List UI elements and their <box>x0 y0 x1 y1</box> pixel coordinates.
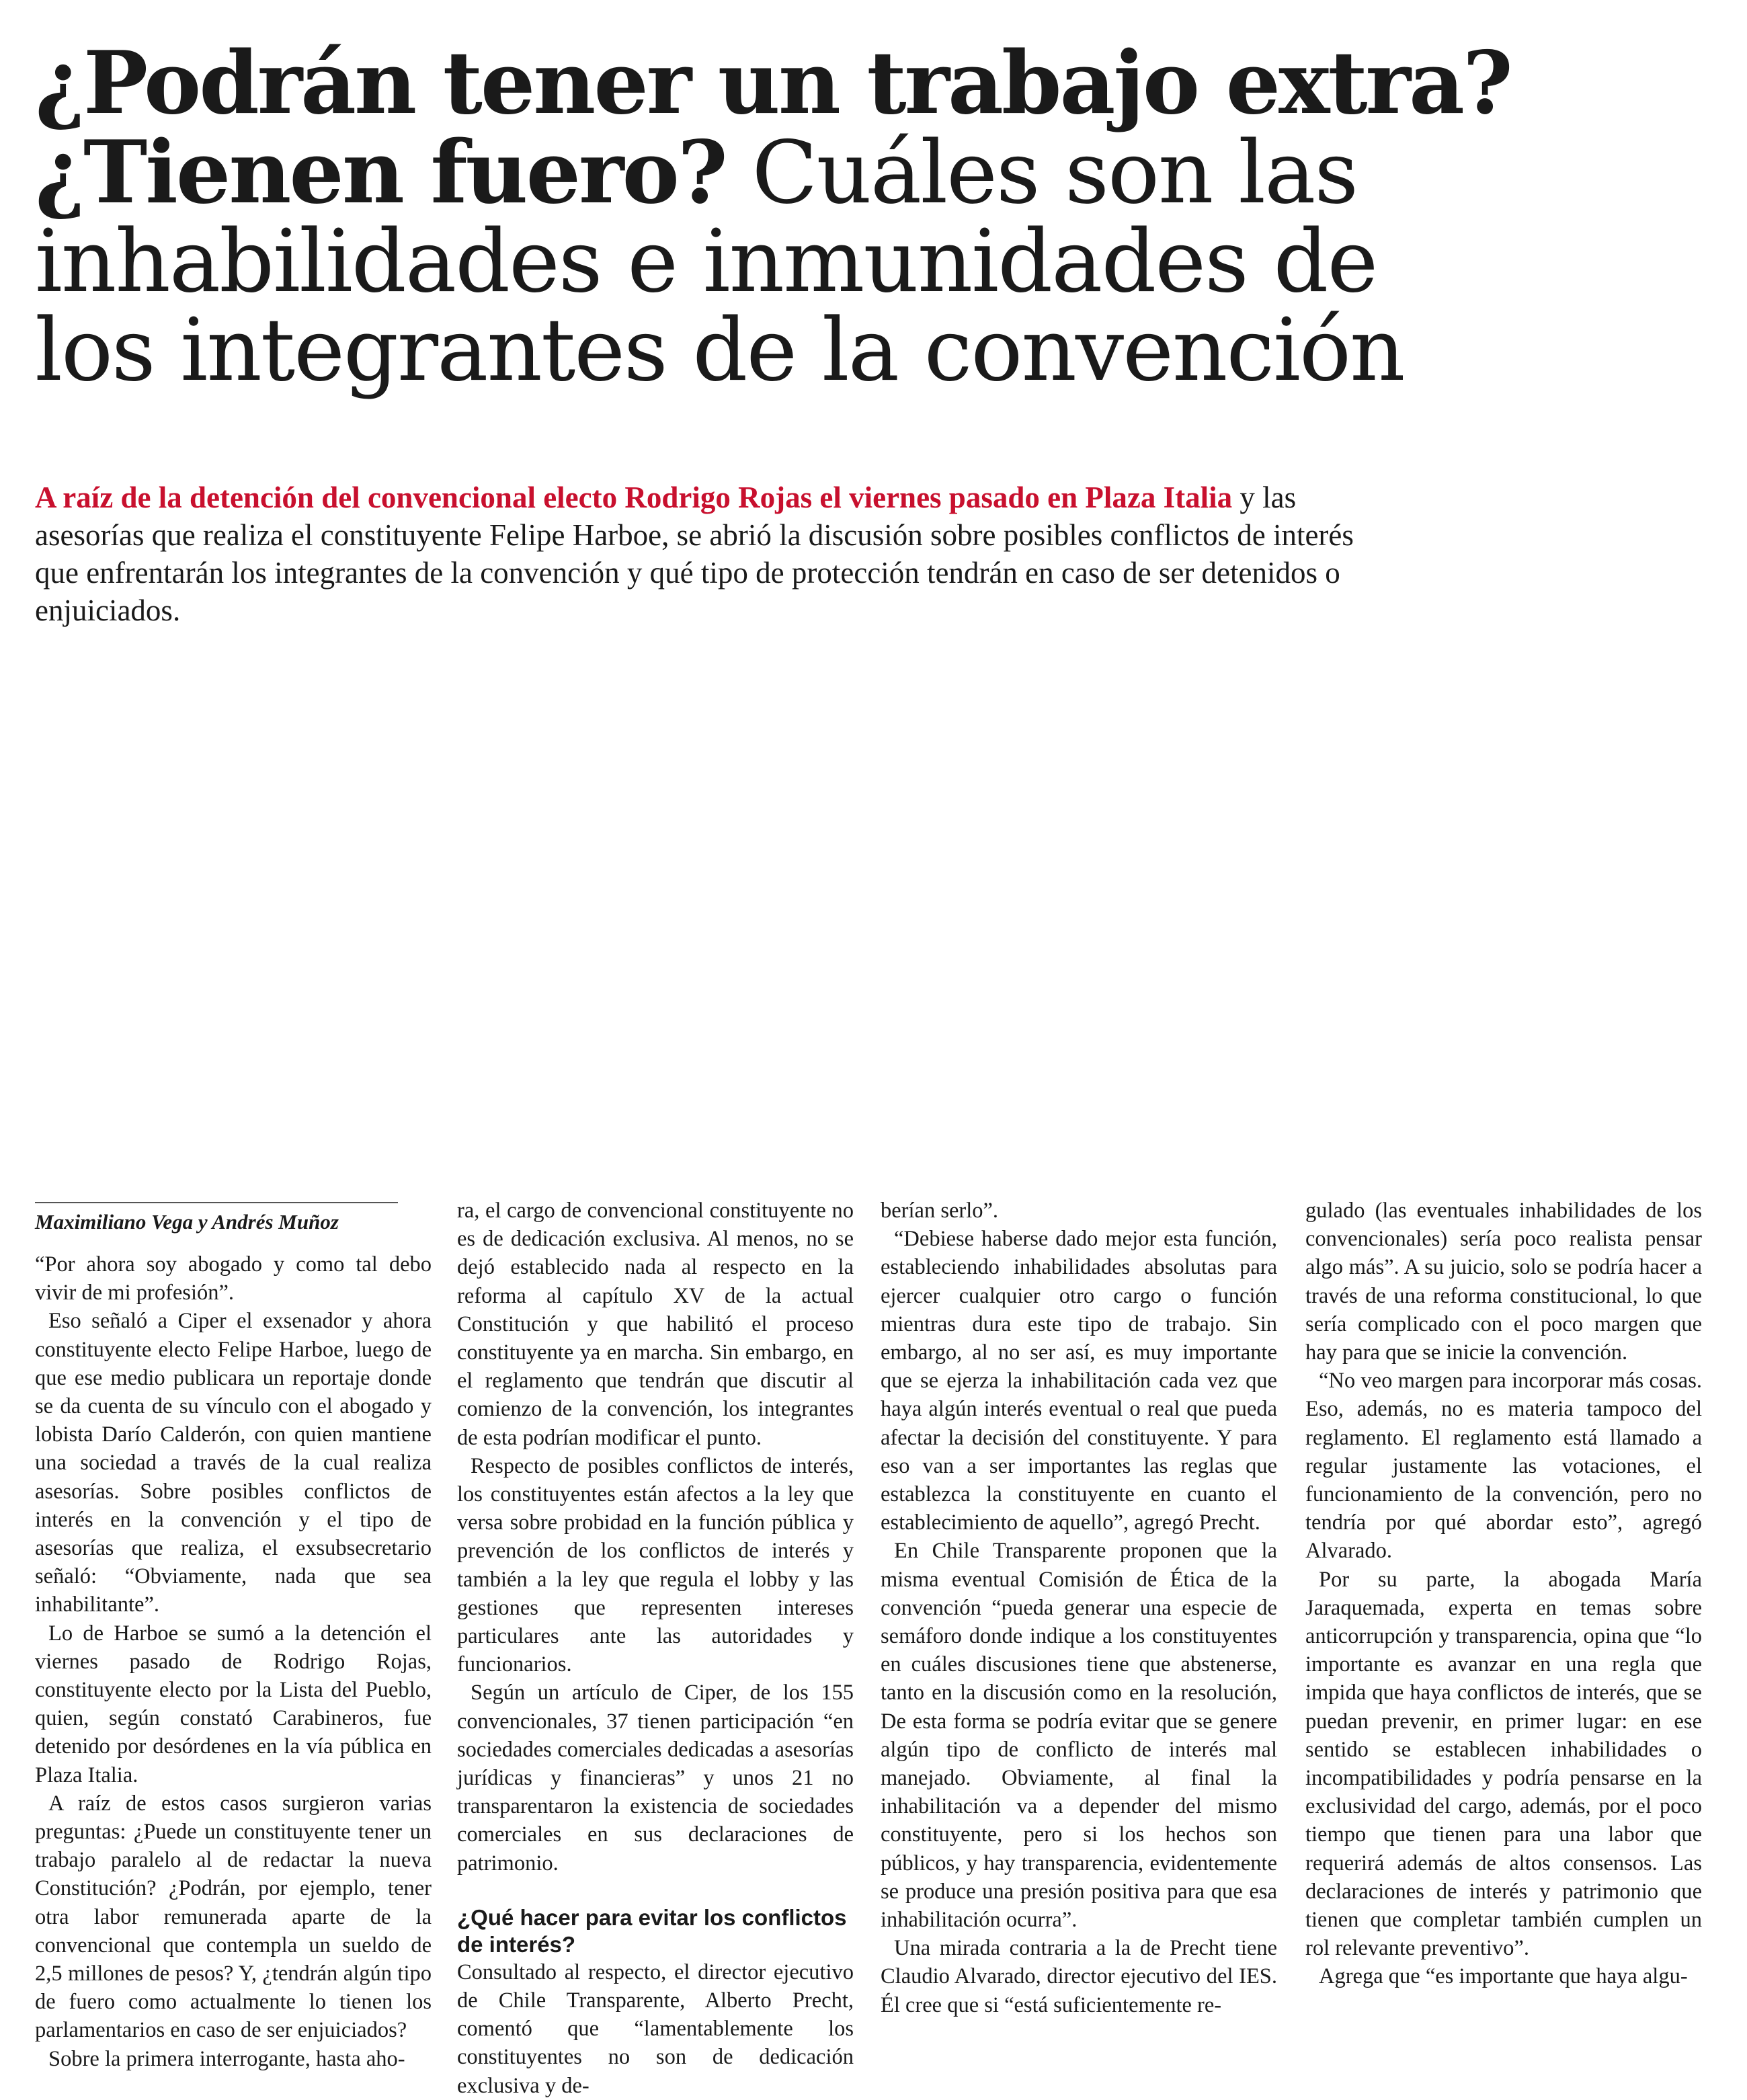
paragraph: Por su parte, la abogada María Jaraquemada, experta en temas sobre anticorrupción y transparencia, opina que “lo importante es avanzar en una regla que impida que haya conflictos de interés, que se puedan prevenir, en primer lugar: en ese sentido se establecen inhabilidades o incompatibilidades y podría pensarse en la exclusividad del cargo, además, por el poco tiempo que tienen para una labor que requerirá además de altos consensos. Las declaraciones de interés y patrimonio que tienen que completar también cumplen un rol relevante preventivo”. <box>1305 1567 1702 1961</box>
paragraph: Respecto de posibles conflictos de interés, los constituyentes están afectos a la ley que versa sobre probidad en la función pública y prevención de los conflictos de interés y también a la ley que regula el lobby y las gestiones que representen intereses particulares ante las autoridades y funcionarios. <box>457 1453 854 1677</box>
paragraph: Agrega que “es importante que haya algu- <box>1319 1964 1688 1989</box>
paragraph: Una mirada contraria a la de Precht tiene Claudio Alvarado, director ejecutivo del IES. Él cree que si “está suficientemente re- <box>881 1936 1277 2017</box>
paragraph: “Debiese haberse dado mejor esta función, estableciendo inhabilidades absolutas para ejercer cualquier otro cargo o función mientras dura este tipo de trabajo. Sin embargo, al no ser así, es muy importante que se ejerza la inhabilitación cada vez que haya algún interés eventual o real que pueda afectar la decisión del constituyente. Y para eso van a ser importantes las reglas que establezca la constituyente en cuanto el establecimiento de aquello”, agregó Precht. <box>881 1227 1277 1535</box>
paragraph: Eso señaló a Ciper el exsenador y ahora constituyente electo Felipe Harboe, luego de que ese medio publicara un reportaje donde se da cuenta de su vínculo con el abogado y lobista Darío Calderón, con quien mantiene una sociedad a través de la cual realiza asesorías. Sobre posibles conflictos de interés en la convención y el tipo de asesorías que realiza, el exsubsecretario señaló: “Obviamente, nada que sea inhabilitante”. <box>35 1309 432 1617</box>
paragraph: berían serlo”. <box>881 1199 999 1223</box>
headline <box>35 33 1514 401</box>
headline-bold: ¿Podrán tener un trabajo extra? ¿Tienen fuero? <box>35 33 1511 223</box>
lede-rest: y las asesorías que realiza el constituyente Felipe Harboe, se abrió la discusión sobre posibles conflictos de interés que enfrentarán los integrantes de la convención y qué tipo de protección tendrán en caso de ser detenidos o enjuiciados. <box>35 481 1354 627</box>
body-column-3 <box>881 1197 1277 2019</box>
body-column-1 <box>35 1250 432 2073</box>
byline: Maximiliano Vega y Andrés Muñoz <box>35 1210 339 1234</box>
body-column-2 <box>457 1197 854 2100</box>
headline-regular: Cuáles son las inhabilidades e inmunidades de los integrantes de la convención <box>35 123 1404 401</box>
section-subheading: ¿Qué hacer para evitar los conflictos de interés? <box>457 1904 847 1957</box>
paragraph: ra, el cargo de convencional constituyente no es de dedicación exclusiva. Al menos, no se dejó establecido nada al respecto en la reforma al capítulo XV de la actual Constitución y que habilitó el proceso constituyente ya en marcha. Sin embargo, en el reglamento que tendrán que discutir al comienzo de la convención, los integrantes de esta podrían modificar el punto. <box>457 1199 854 1450</box>
paragraph: Sobre la primera interrogante, hasta aho- <box>48 2046 405 2071</box>
paragraph: Consultado al respecto, el director ejecutivo de Chile Transparente, Alberto Precht, comentó que “lamentablemente los constituyentes no son de dedicación exclusiva y de- <box>457 1960 854 2098</box>
paragraph: Según un artículo de Ciper, de los 155 convencionales, 37 tienen participación “en sociedades comerciales dedicadas a asesorías jurídicas y financieras” y unos 21 no transparentaron la existencia de sociedades comerciales en sus declaraciones de patrimonio. <box>457 1681 854 1875</box>
lede-highlight: A raíz de la detención del convencional electo Rodrigo Rojas el viernes pasado en Plaza Italia <box>35 481 1233 514</box>
paragraph: Lo de Harboe se sumó a la detención el viernes pasado de Rodrigo Rojas, constituyente electo por la Lista del Pueblo, quien, según constató Carabineros, fue detenido por desórdenes en la vía pública en Plaza Italia. <box>35 1621 432 1787</box>
paragraph: “No veo margen para incorporar más cosas. Eso, además, no es materia tampoco del reglamento. El reglamento está llamado a regular justamente las votaciones, el funcionamiento de la convención, pero no tendría por qué abordar esto”, agregó Alvarado. <box>1305 1369 1702 1564</box>
paragraph: En Chile Transparente proponen que la misma eventual Comisión de Ética de la convención “pueda generar una especie de semáforo donde indique a los constituyentes en cuáles discusiones tiene que abstenerse, tanto en la discusión como en la resolución, De esta forma se podría evitar que se genere algún tipo de conflicto de interés mal manejado. Obviamente, al final la inhabilitación va a depender del mismo constituyente, pero si los hechos son públicos, y hay transparencia, evidentemente se produce una presión positiva para que esa inhabilitación ocurra”. <box>881 1539 1277 1933</box>
lede <box>35 479 1366 629</box>
byline-rule <box>35 1202 398 1203</box>
paragraph: A raíz de estos casos surgieron varias preguntas: ¿Puede un constituyente tener un trabajo paralelo al de redactar la nueva Constitución? ¿Podrán, por ejemplo, tener otra labor remunerada aparte de la convencional que contempla un sueldo de 2,5 millones de pesos? Y, ¿tendrán algún tipo de fuero como actualmente lo tienen los parlamentarios en caso de ser enjuiciados? <box>35 1791 432 2043</box>
paragraph: gulado (las eventuales inhabilidades de los convencionales) sería poco realista pensar algo más”. A su juicio, solo se podría hacer a través de una reforma constitucional, lo que sería complicado con el poco margen que hay para que se inicie la convención. <box>1305 1199 1702 1365</box>
body-column-4 <box>1305 1197 1702 1991</box>
paragraph: “Por ahora soy abogado y como tal debo vivir de mi profesión”. <box>35 1252 432 1305</box>
